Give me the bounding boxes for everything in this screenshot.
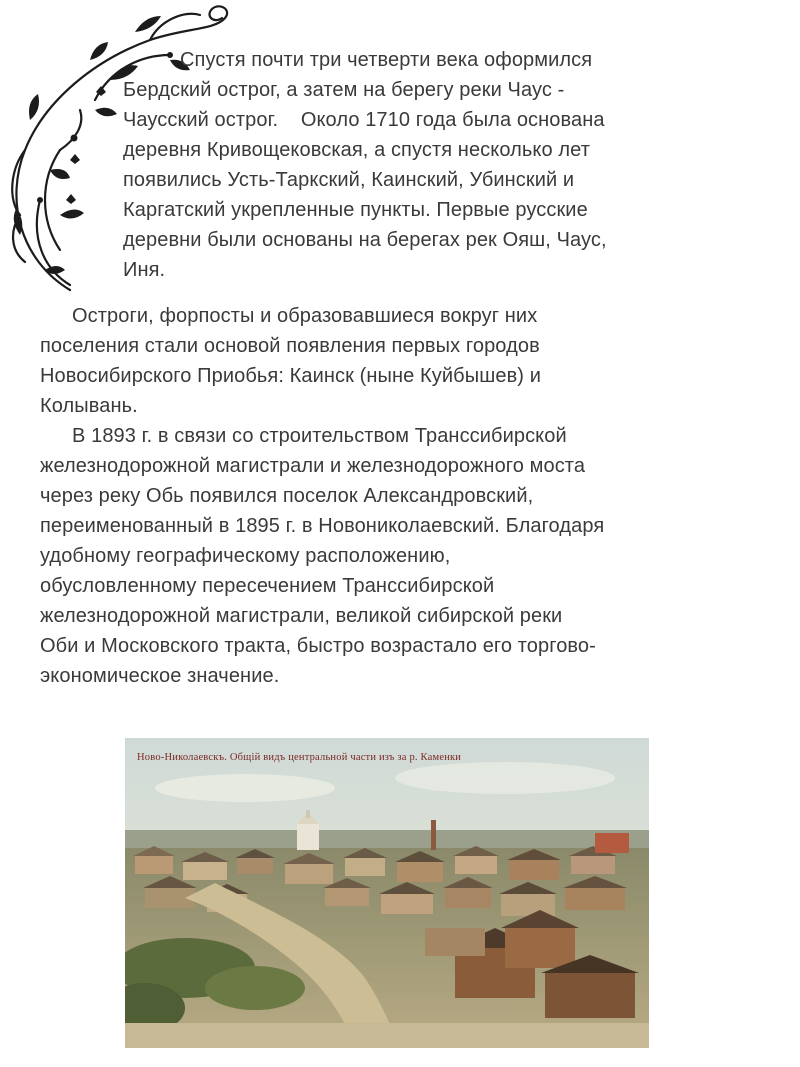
- text-line: Спустя почти три четверти века оформился: [180, 49, 593, 71]
- text-line: переименованный в 1895 г. в Новониколаевский. Благодаря: [40, 515, 605, 537]
- text-line: железнодорожной магистрали, великой сибирской реки: [40, 605, 563, 627]
- text-line: поселения стали основой появления первых городов: [40, 335, 540, 357]
- text-line: экономическое значение.: [40, 665, 280, 687]
- text-line: Остроги, форпосты и образовавшиеся вокруг них: [72, 305, 538, 327]
- text-line: удобному географическому расположению,: [40, 545, 451, 567]
- text-line: В 1893 г. в связи со строительством Транссибирской: [72, 425, 567, 447]
- text-line: Чаусский острог. Около 1710 года была основана: [123, 109, 605, 131]
- text-line: через реку Обь появился поселок Александровский,: [40, 485, 534, 507]
- text-line: деревни были основаны на берегах рек Ояш, Чаус,: [123, 229, 607, 251]
- town-panorama-illustration: [125, 738, 649, 1048]
- historic-town-photo: [125, 738, 649, 1048]
- text-line: Каргатский укрепленные пункты. Первые русские: [123, 199, 588, 221]
- photo-caption: Ново-Николаевскъ. Общiй видъ центральной части изъ за р. Каменки: [137, 752, 462, 763]
- text-line: железнодорожной магистрали и железнодорожного моста: [40, 455, 586, 477]
- text-line: обусловленному пересечением Транссибирской: [40, 575, 495, 597]
- text-line: Иня.: [123, 259, 166, 281]
- text-line: Новосибирского Приобья: Каинск (ныне Куйбышев) и: [40, 365, 541, 387]
- text-line: Колывань.: [40, 395, 138, 417]
- text-line: Оби и Московского тракта, быстро возрастало его торгово-: [40, 635, 596, 657]
- text-line: Бердский острог, а затем на берегу реки Чаус -: [123, 79, 565, 101]
- text-line: деревня Кривощековская, а спустя несколько лет: [123, 139, 590, 161]
- text-line: появились Усть-Таркский, Каинский, Убинский и: [123, 169, 575, 191]
